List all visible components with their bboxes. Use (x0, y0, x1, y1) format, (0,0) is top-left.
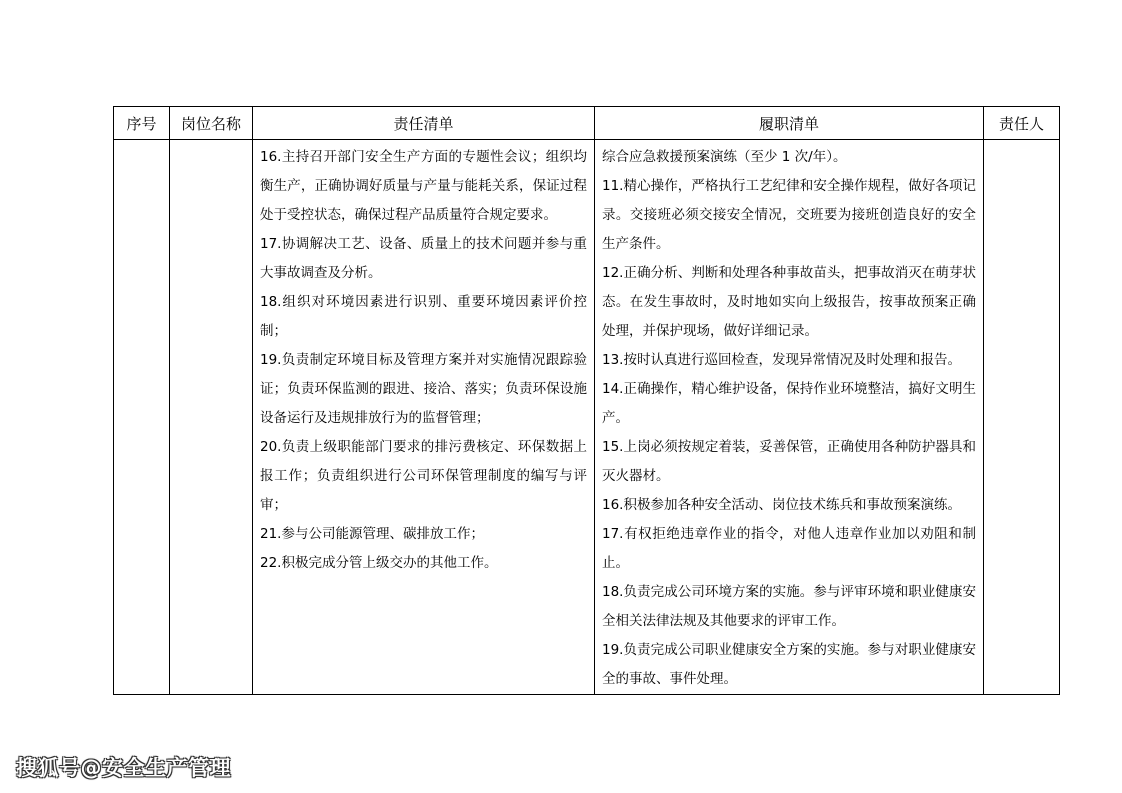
header-performance-list: 履职清单 (595, 107, 984, 140)
header-serial-no: 序号 (114, 107, 170, 140)
responsibility-item: 20.负责上级职能部门要求的排污费核定、环保数据上报工作；负责组织进行公司环保管理制度的编写与评审； (260, 439, 587, 513)
responsibility-item: 22.积极完成分管上级交办的其他工作。 (260, 555, 498, 571)
performance-item: 18.负责完成公司环境方案的实施。参与评审环境和职业健康安全相关法律法规及其他要求的评审工作。 (602, 584, 976, 629)
performance-item: 11.精心操作，严格执行工艺纪律和安全操作规程，做好各项记录。交接班必须交接安全情况，交班要为接班创造良好的安全生产条件。 (602, 178, 976, 252)
performance-item: 14.正确操作，精心维护设备，保持作业环境整洁，搞好文明生产。 (602, 381, 976, 426)
performance-item: 综合应急救援预案演练（至少 1 次/年）。 (602, 149, 847, 165)
performance-item: 12.正确分析、判断和处理各种事故苗头，把事故消灭在萌芽状态。在发生事故时，及时地如实向上级报告，按事故预案正确处理，并保护现场，做好详细记录。 (602, 265, 976, 339)
responsibility-item: 19.负责制定环境目标及管理方案并对实施情况跟踪验证；负责环保监测的跟进、接洽、落实；负责环保设施设备运行及违规排放行为的监督管理； (260, 352, 587, 426)
performance-item: 13.按时认真进行巡回检查，发现异常情况及时处理和报告。 (602, 352, 961, 368)
cell-post-name (170, 140, 253, 695)
header-responsible-person: 责任人 (984, 107, 1060, 140)
responsibility-table (113, 106, 1060, 695)
cell-serial-no (114, 140, 170, 695)
performance-item: 17.有权拒绝违章作业的指令，对他人违章作业加以劝阻和制止。 (602, 526, 976, 571)
cell-responsible-person (984, 140, 1060, 695)
header-responsibility-list: 责任清单 (253, 107, 595, 140)
responsibility-item: 16.主持召开部门安全生产方面的专题性会议；组织均衡生产，正确协调好质量与产量与能耗关系，保证过程处于受控状态，确保过程产品质量符合规定要求。 (260, 149, 587, 223)
cell-performance-list (595, 140, 984, 695)
responsibility-item: 21.参与公司能源管理、碳排放工作； (260, 526, 484, 542)
cell-responsibility-list (253, 140, 595, 695)
source-watermark: 搜狐号@安全生产管理 (16, 756, 231, 780)
responsibility-item: 18.组织对环境因素进行识别、重要环境因素评价控制； (260, 294, 587, 339)
header-post-name: 岗位名称 (170, 107, 253, 140)
performance-item: 15.上岗必须按规定着装，妥善保管，正确使用各种防护器具和灭火器材。 (602, 439, 976, 484)
performance-item: 19.负责完成公司职业健康安全方案的实施。参与对职业健康安全的事故、事件处理。 (602, 642, 976, 687)
responsibility-item: 17.协调解决工艺、设备、质量上的技术问题并参与重大事故调查及分析。 (260, 236, 587, 281)
table-row (114, 140, 1060, 695)
table-header-row (114, 107, 1060, 140)
performance-item: 16.积极参加各种安全活动、岗位技术练兵和事故预案演练。 (602, 497, 961, 513)
